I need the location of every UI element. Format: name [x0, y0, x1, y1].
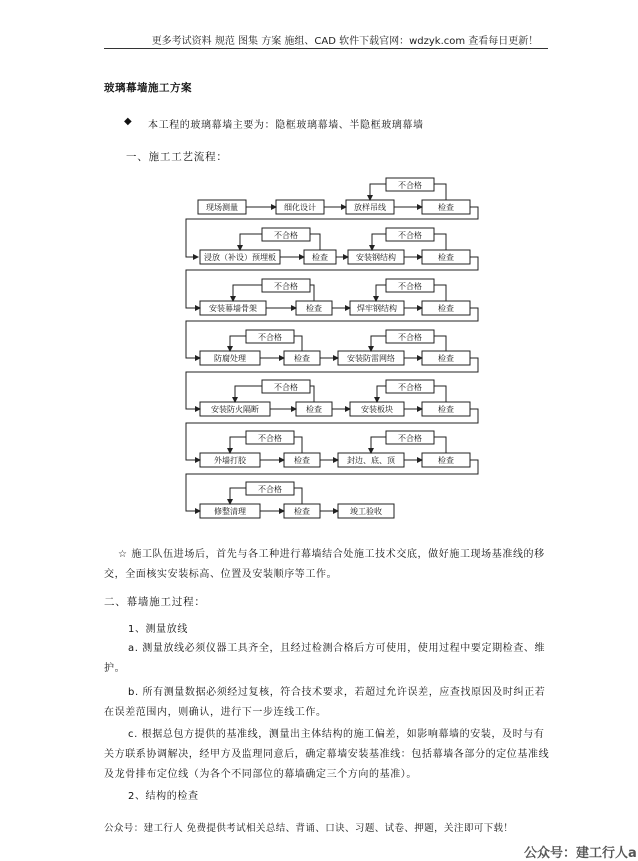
flow-step-label: 安装钢结构 — [356, 253, 396, 262]
flow-check-label: 检查 — [438, 354, 454, 363]
flow-reject-label: 不合格 — [258, 434, 282, 443]
flow-reject-label: 不合格 — [398, 434, 422, 443]
flow-reject-label: 不合格 — [398, 383, 422, 392]
flow-step-label: 细化设计 — [284, 203, 316, 212]
flow-connector — [372, 234, 386, 250]
flow-connector — [434, 437, 446, 453]
flow-step-label: 现场测量 — [206, 203, 238, 212]
flow-connector — [370, 184, 386, 200]
flow-step-label: 放样吊线 — [354, 203, 386, 212]
flow-connector — [230, 488, 246, 504]
flow-check-label: 检查 — [312, 253, 328, 262]
flow-connector — [230, 336, 246, 351]
flow-check-label: 检查 — [306, 405, 322, 414]
flow-connector — [294, 437, 302, 453]
flow-connector — [310, 234, 320, 250]
flow-reject-label: 不合格 — [398, 181, 422, 190]
flow-connector — [377, 386, 386, 402]
paragraph-c — [104, 725, 550, 785]
flow-connector — [376, 285, 386, 301]
flow-connector — [294, 488, 302, 504]
subsection-2-heading: 2、结构的检查 — [128, 791, 199, 802]
flow-reject-label: 不合格 — [274, 231, 298, 240]
flow-check-label: 检查 — [438, 253, 454, 262]
flow-check-label: 检查 — [438, 203, 454, 212]
paragraph-a — [104, 639, 550, 679]
flow-connector — [240, 234, 262, 250]
flow-check-label: 检查 — [438, 304, 454, 313]
flow-step-label: 修整清理 — [214, 507, 246, 516]
star-paragraph — [104, 545, 550, 585]
flow-connector — [230, 437, 246, 453]
flow-reject-label: 不合格 — [398, 282, 422, 291]
section-1-heading: 一、施工工艺流程： — [126, 151, 228, 163]
flow-reject-label: 不合格 — [258, 333, 282, 342]
flow-step-label: 竣工验收 — [350, 507, 382, 516]
page-header: 更多考试资料 规范 图集 方案 施组、CAD 软件下载官网：wdzyk.com 查看每日更新！ — [151, 36, 539, 47]
flow-step-label: 安装防雷网络 — [347, 354, 395, 363]
flow-step-label: 安装板块 — [361, 405, 393, 414]
flow-reject-label: 不合格 — [398, 333, 422, 342]
flow-connector — [434, 285, 446, 301]
flow-check-label: 检查 — [294, 507, 310, 516]
flow-step-label: 浸放（补设）预埋板 — [204, 253, 276, 262]
flow-step-label: 外墙打胶 — [214, 456, 246, 465]
flow-step-label: 安装防火隔断 — [211, 405, 259, 414]
flow-connector — [434, 386, 446, 402]
flow-check-label: 检查 — [438, 456, 454, 465]
flow-connector — [310, 285, 314, 301]
flow-check-label: 检查 — [294, 456, 310, 465]
subsection-1-heading: 1、测量放线 — [128, 624, 188, 635]
section-2-heading: 二、幕墙施工过程： — [104, 596, 206, 608]
flow-connector — [434, 234, 446, 250]
star-icon: ☆ — [118, 549, 128, 560]
flow-reject-label: 不合格 — [398, 231, 422, 240]
paragraph-b-text: b. 所有测量数据必须经过复核，符合技术要求，若超过允许误差，应查找原因及时纠正若在误差范围内，则确认，进行下一步连线工作。 — [104, 687, 546, 718]
flow-connector — [310, 386, 314, 402]
document-title: 玻璃幕墙施工方案 — [104, 82, 192, 94]
flow-connector — [434, 336, 446, 351]
paragraph-c-text: c. 根据总包方提供的基准线，测量出主体结构的施工偏差，如影响幕墙的安装，及时与有关方联系协调解决，经甲方及监理同意后，确定幕墙安装基准线：包括幕墙各部分的定位基准线及龙骨排布定位线（为各个不同部位的幕墙确定三个方向的基准）。 — [104, 729, 550, 780]
flow-step-label: 安装幕墙骨架 — [209, 304, 257, 313]
flow-check-label: 检查 — [438, 405, 454, 414]
flow-step-label: 防腐处理 — [214, 354, 246, 363]
paragraph-b — [104, 683, 550, 723]
flow-reject-label: 不合格 — [258, 485, 282, 494]
star-paragraph-text: 施工队伍进场后，首先与各工种进行幕墙结合处施工技术交底，做好施工现场基准线的移交，全面核实安装标高、位置及安装顺序等工作。 — [104, 549, 545, 580]
flow-reject-label: 不合格 — [274, 383, 298, 392]
paragraph-a-text: a. 测量放线必须仪器工具齐全，且经过检测合格后方可使用，使用过程中要定期检查、维护。 — [104, 643, 546, 674]
flow-check-label: 检查 — [306, 304, 322, 313]
page-footer: 公众号：建工行人 免费提供考试相关总结、背诵、口诀、习题、试卷、押题，关注即可下载！ — [104, 823, 514, 834]
intro-text: 本工程的玻璃幕墙主要为：隐框玻璃幕墙、半隐框玻璃幕墙 — [148, 120, 424, 131]
flow-connector — [434, 184, 446, 200]
bullet-diamond-icon: ◆ — [124, 116, 133, 127]
flow-check-label: 检查 — [294, 354, 310, 363]
flow-connector — [233, 285, 262, 301]
flow-connector — [371, 437, 386, 453]
watermark-text: 公众号：建工行人a — [524, 846, 637, 861]
flow-connector — [235, 386, 262, 402]
flow-reject-label: 不合格 — [274, 282, 298, 291]
flow-connector — [294, 336, 302, 351]
flow-step-label: 焊牢钢结构 — [357, 304, 397, 313]
flow-connector — [371, 336, 386, 351]
flow-step-label: 封边、底、顶 — [347, 456, 395, 465]
